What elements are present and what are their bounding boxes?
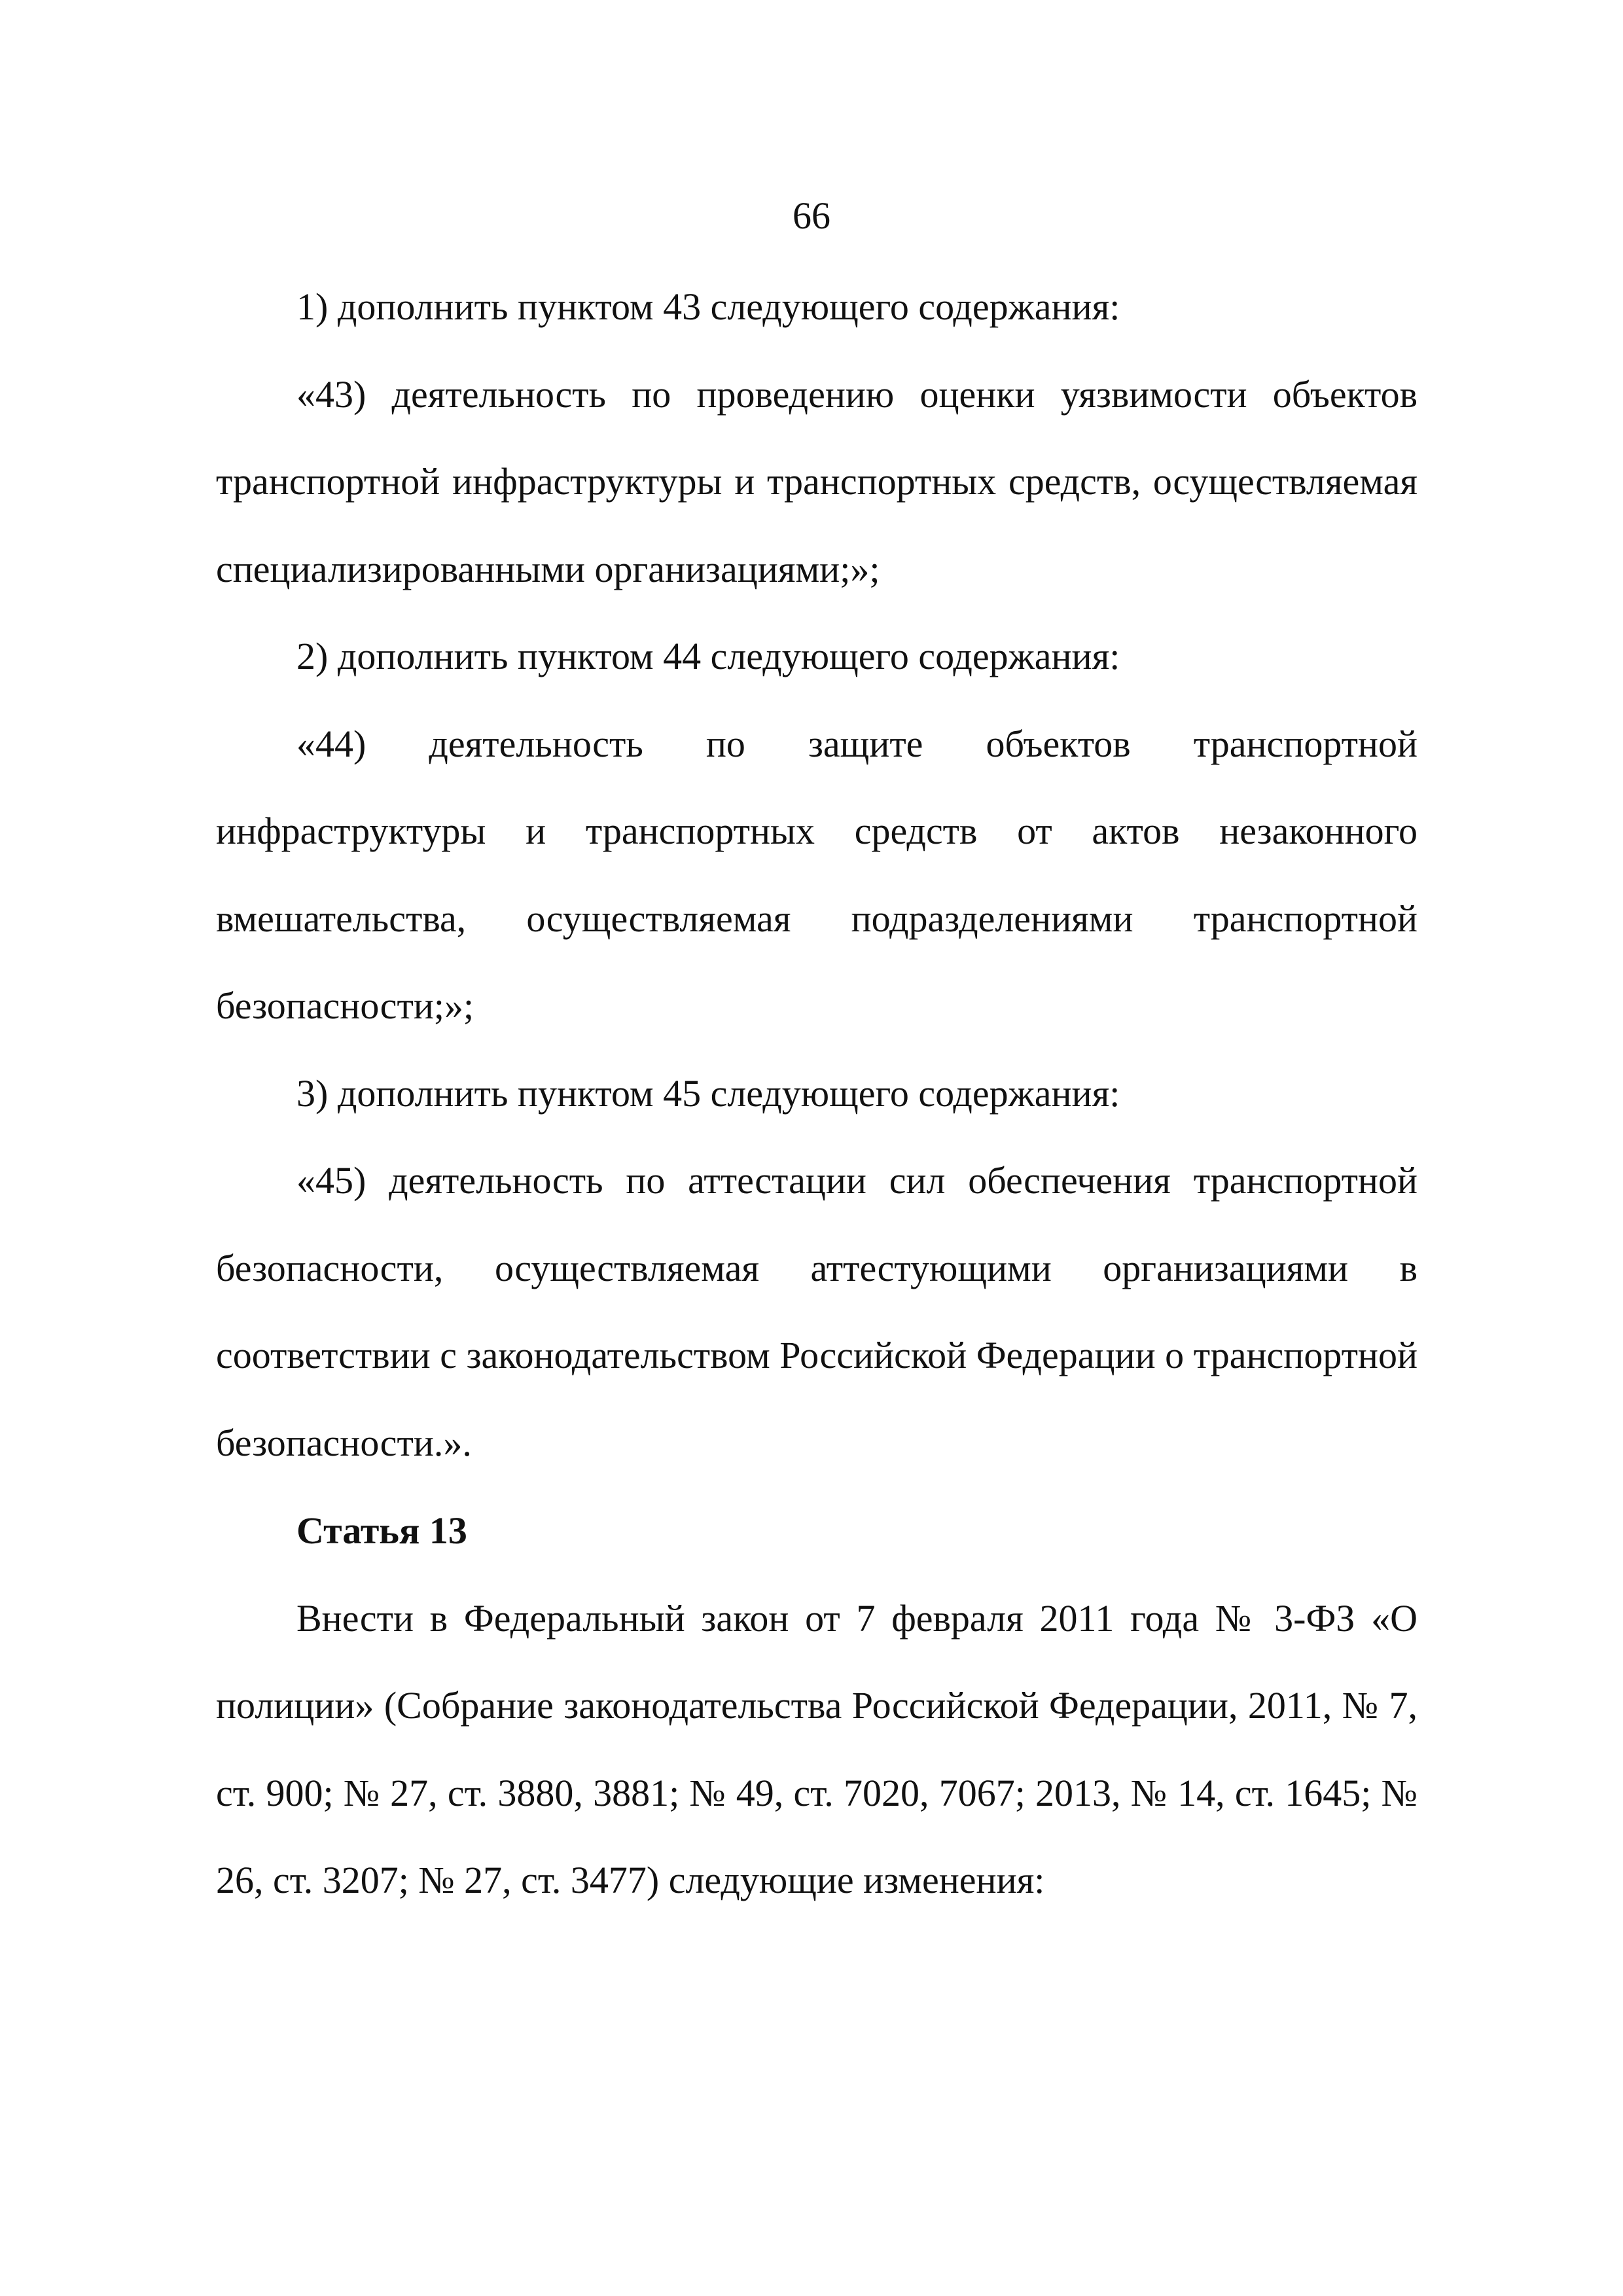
item-1-intro: 1) дополнить пунктом 43 следующего содержания: bbox=[296, 285, 1120, 328]
item-3-intro: 3) дополнить пунктом 45 следующего содержания: bbox=[296, 1071, 1120, 1115]
item-43-text: «43) деятельность по проведению оценки уязвимости объектов транспортной инфраструктуры и транспортных средств, осуществляемая специализированными организациями;»; bbox=[216, 372, 1418, 590]
item-45-text: «45) деятельность по аттестации сил обеспечения транспортной безопасности, осуществляемая аттестующими организациями в соответствии с законодательством Российской Федерации о транспортной безопасности.». bbox=[216, 1159, 1418, 1464]
article-body: Внести в Федеральный закон от 7 февраля 2011 года № 3-ФЗ «О полиции» (Собрание законодательства Российской Федерации, 2011, № 7, ст. 900; № 27, ст. 3880, 3881; № 49, ст. 7020, 7067; 2013, № 14, ст. 1645; № 26, ст. 3207; № 27, ст. 3477) следующие изменения: bbox=[216, 1596, 1418, 1901]
page-number: 66 bbox=[793, 194, 830, 237]
article-heading: Статья 13 bbox=[296, 1509, 467, 1552]
article-13 bbox=[216, 1487, 1418, 1924]
amendment-items bbox=[216, 263, 1418, 1486]
item-44-text: «44) деятельность по защите объектов транспортной инфраструктуры и транспортных средств от актов незаконного вмешательства, осуществляемая подразделениями транспортной безопасности;»; bbox=[216, 722, 1418, 1027]
item-2-intro: 2) дополнить пунктом 44 следующего содержания: bbox=[296, 635, 1120, 677]
